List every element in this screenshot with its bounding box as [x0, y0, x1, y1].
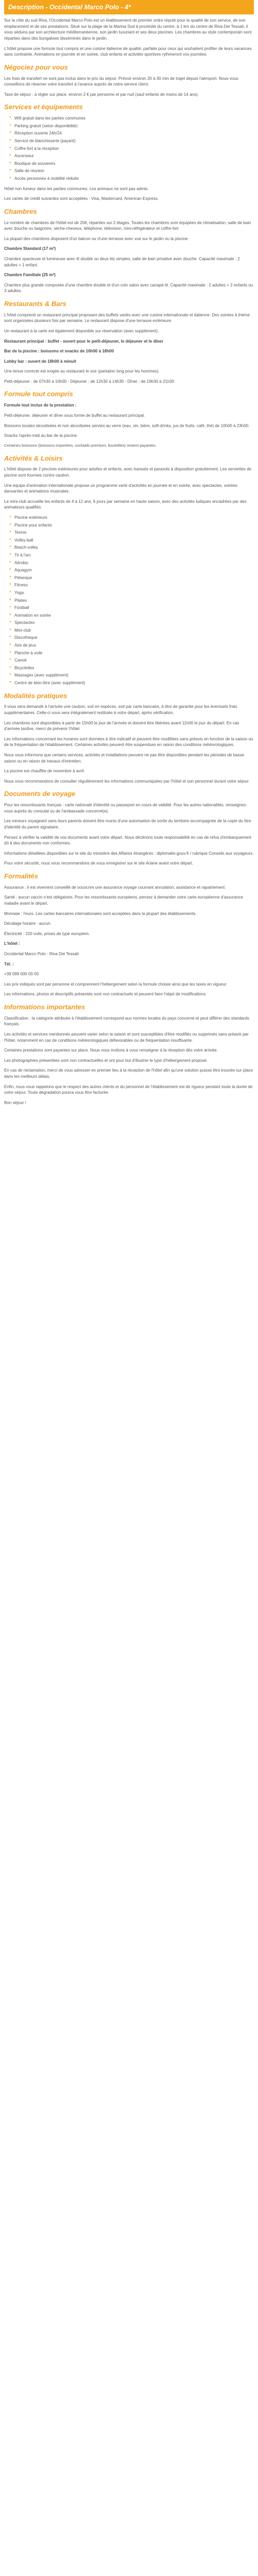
all-inclusive-paragraph: Snacks l'après-midi au bar de la piscine. — [4, 433, 78, 438]
restaurant-item: Bar de la piscine : boissons et snacks de 10h00 à 18h00 — [4, 349, 114, 354]
arrival-paragraph: Les frais de transfert ne sont pas inclus dans le prix du séjour. Prévoir environ 20 à 30 min de trajet depuis l'aéroport. Nous vous conseillons de réserver votre transfert à l'avance auprès de notre service client. — [4, 76, 238, 87]
list-item: ● Boutique de souvenirs — [10, 161, 254, 167]
intro-paragraph: L'hôtel propose une formule tout compris et une cuisine italienne de qualité, parfaite pour ceux qui souhaitent profiter de leurs vacances sans contrainte. Animations en journée et en soirée, club enfants et activités sportives rythmeront vos journées. — [4, 46, 252, 57]
important-paragraph: En cas de réclamation, merci de vous adresser en premier lieu à la réception de l'hôtel afin qu'une solution puisse être trouvée sur place dans les meilleurs délais. — [4, 1068, 253, 1079]
page-banner: Description - Occidental Marco Polo - 4* — [4, 0, 254, 14]
documents-paragraph: Les mineurs voyageant sans leurs parents doivent être munis d'une autorisation de sortie du territoire accompagnée de la copie du titre d'identité du parent signataire. — [4, 819, 251, 830]
list-item: ● Tennis — [10, 530, 254, 536]
activities-paragraph: L'hôtel dispose de 2 piscines extérieures pour adultes et enfants, avec transats et parasols à disposition gratuitement. Les serviettes de piscine sont fournies contre caution. — [4, 467, 252, 478]
important-paragraph: Les activités et services mentionnés peuvent varier selon la saison et sont susceptibles d'être modifiés ou supprimés sans préavis par l'hôtel, notamment en cas de conditions météorologiques défavorables ou de fréquentation insuffisante. — [4, 1032, 249, 1043]
list-item: ● Beach-volley — [10, 545, 254, 551]
list-item: ● Yoga — [10, 590, 254, 596]
section-title-all-inclusive: Formule tout compris — [4, 390, 73, 398]
room-type-title: Chambre Standard (17 m²) — [4, 246, 56, 251]
section-title-restaurants: Restaurants & Bars — [4, 299, 67, 308]
section-title-arrival: Négociez pour vous — [4, 63, 68, 71]
activities-paragraph: Le mini-club accueille les enfants de 4 à 12 ans, 6 jours par semaine en haute saison, avec des activités ludiques encadrées par des animateurs qualifiés. — [4, 499, 247, 510]
list-item: ● Football — [10, 605, 254, 611]
formalities-paragraph: Assurance : il est vivement conseillé de souscrire une assurance voyage couvrant annulation, assistance et rapatriement. — [4, 885, 226, 890]
modalities-paragraph: Les chambres sont disponibles à partir de 15h00 le jour de l'arrivée et doivent être libérées avant 11h00 le jour du départ. En cas d'arrivée tardive, merci de prévenir l'hôtel. — [4, 720, 239, 732]
contact-label: Tél. : — [4, 961, 14, 967]
list-item: ● Mini-club — [10, 628, 254, 634]
documents-paragraph: Pour votre sécurité, nous vous recommandons de vous enregistrer sur le site Ariane avant votre départ. — [4, 861, 194, 866]
modalities-paragraph: Il vous sera demandé à l'arrivée une caution, soit en espèces, soit par carte bancaire, à titre de garantie pour les éventuels frais supplémentaires. Celle-ci vous sera intégralement restituée à votre départ, après vérification. — [4, 704, 237, 716]
restaurant-item: Lobby bar : ouvert de 18h00 à minuit — [4, 359, 76, 364]
formalities-paragraph: Électricité : 220 volts, prises de type européen. — [4, 931, 90, 936]
list-item: ● Aérobic — [10, 560, 254, 566]
list-item: ● Parking gratuit (selon disponibilité) — [10, 123, 254, 129]
section-title-formalities: Formalités — [4, 872, 38, 880]
modalities-paragraph: Nous vous recommandons de consulter régulièrement les informations communiquées par l'hôtel et son personnel durant votre séjour. — [4, 778, 250, 784]
list-item: ● Massages (avec supplément) — [10, 672, 254, 679]
documents-paragraph: Informations détaillées disponibles sur le site du ministère des Affaires étrangères : diplomatie.gouv.fr / rubrique Conseils aux voyageurs. — [4, 851, 254, 856]
list-item: ● Wifi gratuit dans les parties communes — [10, 115, 254, 122]
services-paragraph: Les cartes de crédit suivantes sont acceptées : Visa, Mastercard, American Express. — [4, 196, 159, 201]
all-inclusive-paragraph: Boissons locales alcoolisées et non alcoolisées servies au verre (eau, vin, bière, soft-drinks, jus de fruits, café, thé) de 10h00 à 23h00. — [4, 423, 250, 428]
important-paragraph: Bon séjour ! — [4, 1100, 26, 1105]
list-item: ● Fitness — [10, 582, 254, 588]
intro-paragraph: Sur la côte du sud Riva, l'Occidental Marco Polo est un établissement de premier ordre réputé pour la qualité de son service, de son emplacement et de ses prestations. Situé sur la plage de la Marina Sud à proximité du centre, à 1 km du centre de Riva Dei Tessali, il vous séduira par son architecture méditerranéenne, son jardin luxuriant et ses deux piscines. Les chambres au style contemporain sont réparties dans des bungalows disséminés dans le jardin. — [4, 18, 252, 41]
formalities-paragraph: Décalage horaire : aucun. — [4, 921, 52, 926]
list-item: ● Salle de réunion — [10, 168, 254, 174]
list-item: ● Tir à l'arc — [10, 552, 254, 558]
list-item: ● Animation en soirée — [10, 613, 254, 619]
list-item: ● Canoë — [10, 657, 254, 664]
services-list — [4, 115, 254, 181]
contact-value: +39 099 000 00 00 — [4, 972, 39, 977]
description-page — [4, 0, 254, 1106]
section-title-modalities: Modalités pratiques — [4, 691, 68, 700]
list-item: ● Centre de bien-être (avec supplément) — [10, 680, 254, 686]
list-item: ● Aire de jeux — [10, 642, 254, 649]
list-item: ● Coffre-fort à la réception — [10, 146, 254, 152]
documents-paragraph: Pensez à vérifier la validité de vos documents avant votre départ. Nous déclinons toute responsabilité en cas de refus d'embarquement dû à des documents non conformes. — [4, 835, 251, 846]
all-inclusive-note: Certaines boissons (boissons importées, cocktails premium, bouteilles) restent payantes. — [4, 443, 157, 448]
important-paragraph: Enfin, nous vous rappelons que le respect des autres clients et du personnel de l'établissement est de rigueur pendant toute la durée de votre séjour. Toute dégradation pourra vous être facturée. — [4, 1084, 253, 1095]
arrival-paragraph: Taxe de séjour : à régler sur place, environ 2 € par personne et par nuit (sauf enfants de moins de 14 ans). — [4, 92, 199, 97]
list-item: ● Pétanque — [10, 575, 254, 581]
restaurants-paragraph: Une tenue correcte est exigée au restaurant le soir (pantalon long pour les hommes). — [4, 369, 160, 374]
room-type-text: Chambre plus grande composée d'une chambre double et d'un coin salon avec canapé-lit. Capacité maximale : 2 adultes + 2 enfants ou 3 adultes. — [4, 282, 253, 294]
room-type-title: Chambre Familiale (25 m²) — [4, 273, 56, 278]
formalities-paragraph: Santé : aucun vaccin n'est obligatoire. Pour les ressortissants européens, pensez à demander votre carte européenne d'assurance maladie avant le départ. — [4, 895, 243, 906]
important-paragraph: Certaines prestations sont payantes sur place. Nous vous invitons à vous renseigner à la réception dès votre arrivée. — [4, 1048, 218, 1053]
section-title-services: Services et équipements — [4, 103, 83, 111]
section-title-rooms: Chambres — [4, 207, 37, 215]
room-type-text: Chambre spacieuse et lumineuse avec lit double ou deux lits simples, salle de bain privative avec douche. Capacité maximale : 2 adultes + 1 enfant. — [4, 256, 240, 267]
modalities-paragraph: Les informations concernant les horaires sont données à titre indicatif et peuvent être modifiées sans préavis en fonction de la saison ou de la fréquentation de l'établissement. Certaines activités peuvent être suspendues en raison des conditions météorologiques. — [4, 736, 253, 748]
formalities-paragraph: Les prix indiqués sont par personne et comprennent l'hébergement selon la formule choisie ainsi que les taxes en vigueur. — [4, 981, 228, 987]
restaurants-paragraph: Petit-déjeuner : de 07h30 à 10h00 - Déjeuner : de 12h30 à 14h30 - Dîner : de 19h30 à 21h30 — [4, 379, 174, 384]
list-item: ● Aquagym — [10, 567, 254, 573]
section-title-important: Informations importantes — [4, 1003, 85, 1011]
documents-paragraph: Pour les ressortissants français : carte nationale d'identité ou passeport en cours de validité. Pour les autres nationalités, renseignez-vous auprès du consulat ou de l'ambassade concerné(e). — [4, 803, 248, 814]
important-paragraph: Les photographies présentées sont non contractuelles et ont pour but d'illustrer le type d'hébergement proposé. — [4, 1058, 208, 1063]
list-item: ● Piscine extérieure — [10, 515, 254, 521]
list-item: ● Planche à voile — [10, 650, 254, 656]
section-title-activities: Activités & Loisirs — [4, 454, 63, 462]
list-item: ● Volley-ball — [10, 537, 254, 544]
section-title-documents: Documents de voyage — [4, 790, 75, 798]
list-item: ● Accès personnes à mobilité réduite — [10, 176, 254, 182]
rooms-paragraph: Le nombre de chambres de l'hôtel est de 206, réparties sur 2 étages. Toutes les chambres sont équipées de climatisation, salle de bain avec douche ou baignoire, sèche-cheveux, téléphone, télévision, mini-réfrigérateur et coffre-fort. — [4, 220, 251, 231]
services-paragraph: Hôtel non fumeur dans les parties communes. Les animaux ne sont pas admis. — [4, 186, 149, 191]
restaurants-paragraph: Un restaurant à la carte est également disponible sur réservation (avec supplément). — [4, 328, 159, 333]
contact-label: L'hôtel : — [4, 941, 20, 946]
rooms-paragraph: La plupart des chambres disposent d'un balcon ou d'une terrasse avec vue sur le jardin ou la piscine. — [4, 236, 189, 241]
formalities-paragraph: Monnaie : l'euro. Les cartes bancaires internationales sont acceptées dans la plupart des établissements. — [4, 911, 197, 916]
restaurants-paragraph: L'hôtel comprend un restaurant principal proposant des buffets variés avec une cuisine internationale et italienne. Des soirées à thème sont organisées plusieurs fois par semaine. Le restaurant dispose d'une terrasse extérieure. — [4, 312, 250, 324]
activities-list — [4, 515, 254, 686]
activities-paragraph: Une équipe d'animation internationale propose un programme varié d'activités en journée et en soirée, avec spectacles, soirées dansantes et animations musicales. — [4, 483, 237, 494]
all-inclusive-heading: Formule tout inclus de la prestation : — [4, 403, 77, 408]
important-paragraph: Classification : la catégorie attribuée à l'établissement correspond aux normes locales du pays concerné et peut différer des standards français. — [4, 1015, 249, 1027]
list-item: ● Bicyclettes — [10, 665, 254, 671]
modalities-paragraph: Nous vous informons que certains services, activités et installations peuvent ne pas être disponibles pendant les périodes de basse saison ou en raison de travaux d'entretien. — [4, 753, 245, 764]
list-item: ● Spectacles — [10, 620, 254, 626]
list-item: ● Ascenseur — [10, 153, 254, 159]
list-item: ● Discothèque — [10, 635, 254, 641]
list-item: ● Réception ouverte 24h/24 — [10, 130, 254, 137]
list-item: ● Piscine pour enfants — [10, 522, 254, 529]
formalities-paragraph: Les informations, photos et descriptifs présentés sont non contractuels et peuvent faire l'objet de modifications. — [4, 992, 207, 997]
list-item: ● Service de blanchisserie (payant) — [10, 138, 254, 144]
all-inclusive-paragraph: Petit-déjeuner, déjeuner et dîner sous forme de buffet au restaurant principal. — [4, 413, 145, 418]
modalities-paragraph: La piscine est chauffée de novembre à avril. — [4, 769, 85, 774]
restaurant-item: Restaurant principal : buffet - ouvert pour le petit-déjeuner, le déjeuner et le dîner — [4, 338, 164, 344]
list-item: ● Pilates — [10, 598, 254, 604]
contact-value: Occidental Marco Polo - Riva Dei Tessali — [4, 952, 79, 956]
